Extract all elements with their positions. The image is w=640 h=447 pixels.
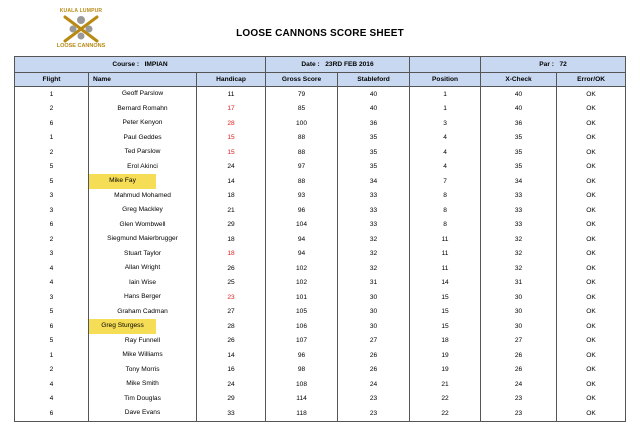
handicap-cell: 26 bbox=[197, 261, 266, 276]
gross-score-cell: 107 bbox=[266, 334, 338, 349]
stableford-cell: 32 bbox=[338, 247, 410, 262]
position-cell: 11 bbox=[410, 247, 481, 262]
player-name: Dave Evans bbox=[124, 409, 161, 416]
table-row bbox=[15, 290, 626, 305]
stableford-cell: 23 bbox=[338, 392, 410, 407]
position-cell: 4 bbox=[410, 131, 481, 146]
gross-score-cell: 85 bbox=[266, 102, 338, 117]
table-row bbox=[15, 145, 626, 160]
status-cell: OK bbox=[557, 218, 626, 233]
player-name: Bernard Romahn bbox=[117, 104, 168, 112]
name-cell bbox=[89, 290, 197, 305]
name-cell bbox=[89, 189, 197, 204]
x-check-cell: 30 bbox=[481, 319, 557, 334]
status-cell: OK bbox=[557, 377, 626, 392]
table-row bbox=[15, 392, 626, 407]
gross-score-cell: 114 bbox=[266, 392, 338, 407]
name-cell bbox=[89, 392, 197, 407]
stableford-cell: 27 bbox=[338, 334, 410, 349]
player-name: Peter Kenyon bbox=[122, 119, 163, 126]
stableford-cell: 40 bbox=[338, 102, 410, 117]
position-cell: 4 bbox=[410, 160, 481, 175]
status-cell: OK bbox=[557, 116, 626, 131]
player-name: Paul Geddes bbox=[123, 133, 162, 141]
stableford-cell: 31 bbox=[338, 276, 410, 291]
flight-cell: 5 bbox=[15, 334, 89, 349]
position-cell: 11 bbox=[410, 261, 481, 276]
gross-score-cell: 101 bbox=[266, 290, 338, 305]
x-check-cell: 40 bbox=[481, 102, 557, 117]
status-cell: OK bbox=[557, 131, 626, 146]
name-cell bbox=[89, 174, 197, 189]
score-rows bbox=[15, 87, 626, 422]
handicap-cell: 18 bbox=[197, 189, 266, 204]
status-cell: OK bbox=[557, 203, 626, 218]
table-row bbox=[15, 174, 626, 189]
position-cell: 11 bbox=[410, 232, 481, 247]
stableford-cell: 24 bbox=[338, 377, 410, 392]
flight-cell: 3 bbox=[15, 247, 89, 262]
x-check-cell: 23 bbox=[481, 392, 557, 407]
handicap-cell: 29 bbox=[197, 392, 266, 407]
flight-cell: 4 bbox=[15, 261, 89, 276]
player-name: Ray Funnell bbox=[124, 336, 161, 344]
status-cell: OK bbox=[557, 363, 626, 378]
position-cell: 4 bbox=[410, 145, 481, 160]
par-cell bbox=[481, 57, 626, 73]
handicap-cell: 17 bbox=[197, 102, 266, 117]
status-cell: OK bbox=[557, 247, 626, 262]
flight-cell: 1 bbox=[15, 131, 89, 146]
stableford-cell: 30 bbox=[338, 319, 410, 334]
handicap-cell: 18 bbox=[197, 232, 266, 247]
status-cell: OK bbox=[557, 102, 626, 117]
handicap-cell: 15 bbox=[197, 131, 266, 146]
status-cell: OK bbox=[557, 261, 626, 276]
status-cell: OK bbox=[557, 87, 626, 102]
name-cell bbox=[89, 218, 197, 233]
gross-score-cell: 97 bbox=[266, 160, 338, 175]
stableford-cell: 34 bbox=[338, 174, 410, 189]
gross-score-cell: 98 bbox=[266, 363, 338, 378]
name-cell bbox=[89, 406, 197, 421]
name-cell bbox=[89, 131, 197, 146]
position-cell: 1 bbox=[410, 87, 481, 102]
x-check-cell: 40 bbox=[481, 87, 557, 102]
gross-score-cell: 96 bbox=[266, 203, 338, 218]
player-name: Mike Fay bbox=[89, 174, 156, 189]
score-table bbox=[14, 56, 626, 422]
stableford-cell: 26 bbox=[338, 363, 410, 378]
table-row bbox=[15, 334, 626, 349]
flight-cell: 4 bbox=[15, 392, 89, 407]
gross-score-cell: 88 bbox=[266, 131, 338, 146]
x-check-cell: 35 bbox=[481, 160, 557, 175]
flight-cell: 5 bbox=[15, 160, 89, 175]
table-row bbox=[15, 276, 626, 291]
player-name: Mahmud Mohamed bbox=[114, 191, 171, 199]
player-name: Greg Sturgess bbox=[89, 319, 156, 334]
player-name: Tim Douglas bbox=[124, 394, 161, 402]
position-cell: 14 bbox=[410, 276, 481, 291]
col-header-error-ok: Error/OK bbox=[557, 73, 626, 87]
handicap-cell: 16 bbox=[197, 363, 266, 378]
status-cell: OK bbox=[557, 276, 626, 291]
page-title: LOOSE CANNONS SCORE SHEET bbox=[236, 28, 404, 39]
position-cell: 15 bbox=[410, 319, 481, 334]
status-cell: OK bbox=[557, 145, 626, 160]
name-cell bbox=[89, 377, 197, 392]
stableford-cell: 26 bbox=[338, 348, 410, 363]
col-header-name: Name bbox=[89, 73, 197, 87]
handicap-cell: 28 bbox=[197, 116, 266, 131]
player-name: Siegmund Maierbrugger bbox=[107, 235, 178, 242]
stableford-cell: 30 bbox=[338, 290, 410, 305]
flight-cell: 1 bbox=[15, 87, 89, 102]
stableford-cell: 30 bbox=[338, 305, 410, 320]
status-cell: OK bbox=[557, 305, 626, 320]
handicap-cell: 18 bbox=[197, 247, 266, 262]
gross-score-cell: 104 bbox=[266, 218, 338, 233]
col-header-handicap: Handicap bbox=[197, 73, 266, 87]
flight-cell: 3 bbox=[15, 189, 89, 204]
player-name: Mike Williams bbox=[122, 351, 163, 358]
table-row bbox=[15, 203, 626, 218]
col-header-x-check: X-Check bbox=[481, 73, 557, 87]
gross-score-cell: 102 bbox=[266, 276, 338, 291]
player-name: Ted Parslow bbox=[124, 148, 161, 155]
gross-score-cell: 94 bbox=[266, 247, 338, 262]
name-cell bbox=[89, 87, 197, 102]
position-cell: 8 bbox=[410, 189, 481, 204]
status-cell: OK bbox=[557, 319, 626, 334]
column-header-row bbox=[15, 73, 626, 87]
flight-cell: 2 bbox=[15, 102, 89, 117]
table-row bbox=[15, 87, 626, 102]
handicap-cell: 29 bbox=[197, 218, 266, 233]
handicap-cell: 24 bbox=[197, 160, 266, 175]
x-check-cell: 31 bbox=[481, 276, 557, 291]
flight-cell: 5 bbox=[15, 174, 89, 189]
col-header-stableford: Stableford bbox=[338, 73, 410, 87]
flight-cell: 3 bbox=[15, 290, 89, 305]
table-row bbox=[15, 232, 626, 247]
name-cell bbox=[89, 276, 197, 291]
handicap-cell: 21 bbox=[197, 203, 266, 218]
flight-cell: 6 bbox=[15, 319, 89, 334]
position-cell: 19 bbox=[410, 363, 481, 378]
player-name: Stuart Taylor bbox=[124, 249, 161, 257]
handicap-cell: 24 bbox=[197, 377, 266, 392]
course-cell bbox=[15, 57, 266, 73]
table-row bbox=[15, 305, 626, 320]
handicap-cell: 28 bbox=[197, 319, 266, 334]
table-row bbox=[15, 247, 626, 262]
par-label: Par : bbox=[539, 61, 554, 68]
course-value: IMPIAN bbox=[144, 61, 168, 68]
table-row bbox=[15, 102, 626, 117]
stableford-cell: 32 bbox=[338, 232, 410, 247]
flight-cell: 2 bbox=[15, 232, 89, 247]
x-check-cell: 33 bbox=[481, 189, 557, 204]
position-cell: 21 bbox=[410, 377, 481, 392]
player-name: Mike Smith bbox=[126, 380, 159, 387]
x-check-cell: 23 bbox=[481, 406, 557, 421]
logo-line-2: LOOSE CANNONS bbox=[56, 43, 106, 49]
stableford-cell: 33 bbox=[338, 189, 410, 204]
x-check-cell: 26 bbox=[481, 363, 557, 378]
stableford-cell: 33 bbox=[338, 203, 410, 218]
date-value: 23RD FEB 2016 bbox=[325, 61, 374, 68]
name-cell bbox=[89, 232, 197, 247]
position-cell: 18 bbox=[410, 334, 481, 349]
x-check-cell: 30 bbox=[481, 305, 557, 320]
handicap-cell: 15 bbox=[197, 145, 266, 160]
flight-cell: 4 bbox=[15, 377, 89, 392]
handicap-cell: 27 bbox=[197, 305, 266, 320]
status-cell: OK bbox=[557, 406, 626, 421]
col-header-flight: Flight bbox=[15, 73, 89, 87]
player-name: Geoff Parslow bbox=[121, 90, 164, 97]
position-cell: 15 bbox=[410, 305, 481, 320]
stableford-cell: 33 bbox=[338, 218, 410, 233]
x-check-cell: 35 bbox=[481, 145, 557, 160]
position-cell: 19 bbox=[410, 348, 481, 363]
status-cell: OK bbox=[557, 334, 626, 349]
gross-score-cell: 100 bbox=[266, 116, 338, 131]
table-row bbox=[15, 363, 626, 378]
stableford-cell: 40 bbox=[338, 87, 410, 102]
gross-score-cell: 108 bbox=[266, 377, 338, 392]
x-check-cell: 34 bbox=[481, 174, 557, 189]
gross-score-cell: 93 bbox=[266, 189, 338, 204]
gross-score-cell: 88 bbox=[266, 145, 338, 160]
player-name: Glen Wombwell bbox=[119, 220, 166, 228]
position-cell: 1 bbox=[410, 102, 481, 117]
flight-cell: 3 bbox=[15, 203, 89, 218]
handicap-cell: 14 bbox=[197, 348, 266, 363]
x-check-cell: 27 bbox=[481, 334, 557, 349]
flight-cell: 6 bbox=[15, 406, 89, 421]
date-label: Date : bbox=[301, 61, 320, 68]
position-cell: 15 bbox=[410, 290, 481, 305]
table-row bbox=[15, 348, 626, 363]
position-cell: 22 bbox=[410, 392, 481, 407]
flight-cell: 2 bbox=[15, 145, 89, 160]
x-check-cell: 32 bbox=[481, 232, 557, 247]
status-cell: OK bbox=[557, 232, 626, 247]
flight-cell: 2 bbox=[15, 363, 89, 378]
x-check-cell: 36 bbox=[481, 116, 557, 131]
date-cell bbox=[266, 57, 410, 73]
gross-score-cell: 94 bbox=[266, 232, 338, 247]
info-blank-cell bbox=[410, 57, 481, 73]
name-cell bbox=[89, 334, 197, 349]
name-cell bbox=[89, 102, 197, 117]
gross-score-cell: 105 bbox=[266, 305, 338, 320]
name-cell bbox=[89, 305, 197, 320]
flight-cell: 1 bbox=[15, 348, 89, 363]
x-check-cell: 30 bbox=[481, 290, 557, 305]
status-cell: OK bbox=[557, 348, 626, 363]
handicap-cell: 25 bbox=[197, 276, 266, 291]
table-row bbox=[15, 377, 626, 392]
table-row bbox=[15, 131, 626, 146]
table-row bbox=[15, 261, 626, 276]
flight-cell: 4 bbox=[15, 276, 89, 291]
x-check-cell: 33 bbox=[481, 203, 557, 218]
handicap-cell: 26 bbox=[197, 334, 266, 349]
name-cell bbox=[89, 203, 197, 218]
player-name: Graham Cadman bbox=[117, 307, 168, 315]
player-name: Iain Wise bbox=[128, 278, 157, 286]
player-name: Tony Morris bbox=[125, 365, 160, 373]
status-cell: OK bbox=[557, 174, 626, 189]
table-row bbox=[15, 189, 626, 204]
gross-score-cell: 118 bbox=[266, 406, 338, 421]
gross-score-cell: 96 bbox=[266, 348, 338, 363]
x-check-cell: 33 bbox=[481, 218, 557, 233]
position-cell: 8 bbox=[410, 203, 481, 218]
flight-cell: 6 bbox=[15, 218, 89, 233]
col-header-gross-score: Gross Score bbox=[266, 73, 338, 87]
stableford-cell: 35 bbox=[338, 160, 410, 175]
player-name: Hans Berger bbox=[123, 293, 162, 300]
handicap-cell: 14 bbox=[197, 174, 266, 189]
stableford-cell: 35 bbox=[338, 145, 410, 160]
table-row bbox=[15, 319, 626, 334]
name-cell bbox=[89, 319, 197, 334]
flight-cell: 5 bbox=[15, 305, 89, 320]
handicap-cell: 33 bbox=[197, 406, 266, 421]
player-name: Erol Akinci bbox=[127, 162, 158, 170]
name-cell bbox=[89, 160, 197, 175]
position-cell: 3 bbox=[410, 116, 481, 131]
position-cell: 8 bbox=[410, 218, 481, 233]
status-cell: OK bbox=[557, 290, 626, 305]
stableford-cell: 32 bbox=[338, 261, 410, 276]
course-label: Course : bbox=[112, 61, 140, 68]
name-cell bbox=[89, 348, 197, 363]
x-check-cell: 32 bbox=[481, 247, 557, 262]
gross-score-cell: 79 bbox=[266, 87, 338, 102]
gross-score-cell: 88 bbox=[266, 174, 338, 189]
table-row bbox=[15, 406, 626, 421]
stableford-cell: 35 bbox=[338, 131, 410, 146]
name-cell bbox=[89, 363, 197, 378]
status-cell: OK bbox=[557, 160, 626, 175]
player-name: Allan Wright bbox=[124, 264, 161, 271]
x-check-cell: 24 bbox=[481, 377, 557, 392]
position-cell: 22 bbox=[410, 406, 481, 421]
stableford-cell: 36 bbox=[338, 116, 410, 131]
x-check-cell: 35 bbox=[481, 131, 557, 146]
logo-line-1: KUALA LUMPUR bbox=[59, 8, 103, 14]
status-cell: OK bbox=[557, 392, 626, 407]
col-header-position: Position bbox=[410, 73, 481, 87]
status-cell: OK bbox=[557, 189, 626, 204]
x-check-cell: 32 bbox=[481, 261, 557, 276]
gross-score-cell: 106 bbox=[266, 319, 338, 334]
flight-cell: 6 bbox=[15, 116, 89, 131]
name-cell bbox=[89, 247, 197, 262]
name-cell bbox=[89, 261, 197, 276]
handicap-cell: 11 bbox=[197, 87, 266, 102]
handicap-cell: 23 bbox=[197, 290, 266, 305]
x-check-cell: 26 bbox=[481, 348, 557, 363]
info-row bbox=[15, 57, 626, 73]
gross-score-cell: 102 bbox=[266, 261, 338, 276]
name-cell bbox=[89, 145, 197, 160]
table-row bbox=[15, 116, 626, 131]
name-cell bbox=[89, 116, 197, 131]
table-row bbox=[15, 160, 626, 175]
stableford-cell: 23 bbox=[338, 406, 410, 421]
par-value: 72 bbox=[559, 61, 567, 68]
table-row bbox=[15, 218, 626, 233]
player-name: Greg Mackley bbox=[122, 206, 163, 213]
position-cell: 7 bbox=[410, 174, 481, 189]
